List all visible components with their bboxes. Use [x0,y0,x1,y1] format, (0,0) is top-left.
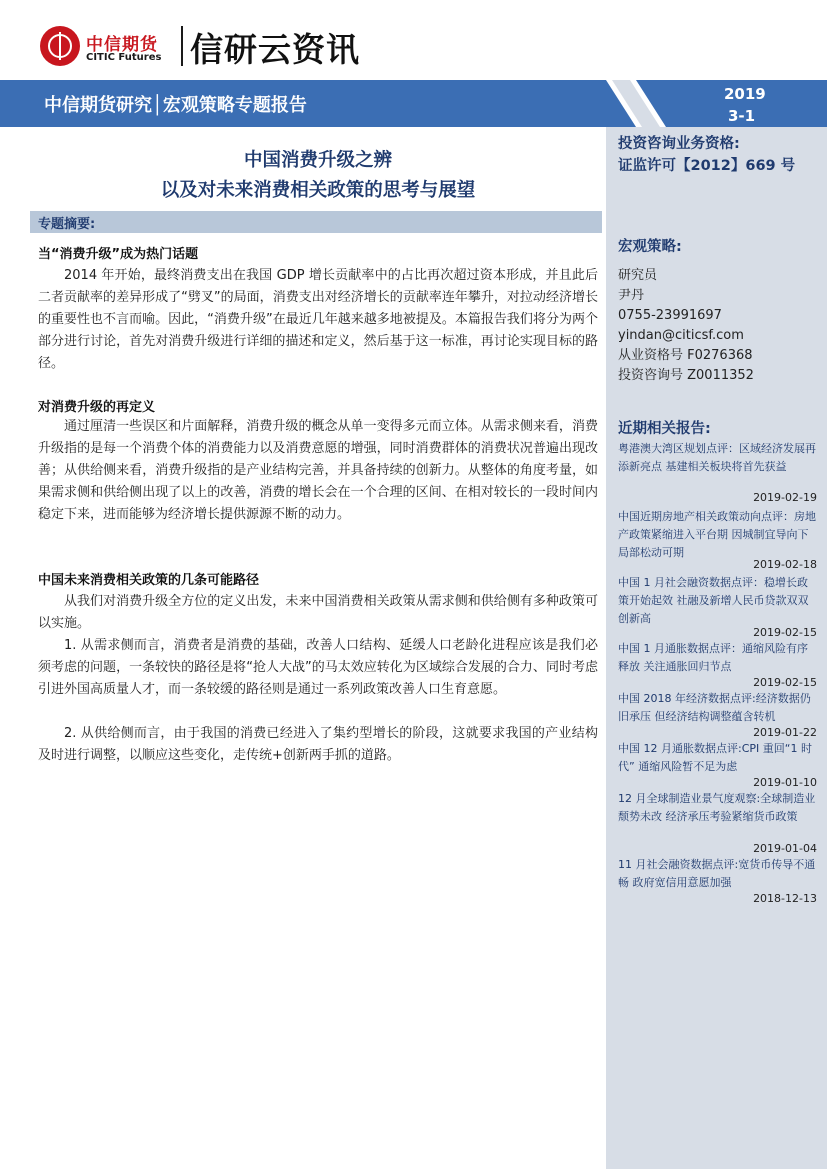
report-title[interactable]: 中国 1 月社会融资数据点评：稳增长政策开始起效 社融及新增人民币贷款双双创新高 [618,576,809,625]
report-title[interactable]: 11 月社会融资数据点评:宽货币传导不通畅 政府宽信用意愿加强 [618,858,816,889]
logo-cn-text: 中信期货 [86,35,158,55]
section-paragraph: 2. 从供给侧而言，由于我国的消费已经进入了集约型增长的阶段，这就要求我国的产业结构及时进行调整，以顺应这些变化，走传统+创新两手抓的道路。 [38,726,598,763]
report-date: 2019-01-10 [753,776,817,789]
section-paragraph: 通过厘清一些误区和片面解释，消费升级的概念从单一变得多元而立体。从需求侧来看，消费升级指的是每一个消费个体的消费能力以及消费意愿的增强，同时消费群体的消费状况普遍出现改善；从供给侧来看，消费升级指的是产业结构完善，并具备持续的创新力。从整体的角度考量，如果需求侧和供给侧出现了以上的改善，消费的增长会在一个合理的区间、在相对较长的一段时间内稳定下来，进而能够为经济增长提供源源不断的动力。 [38,419,598,522]
license-number-2: 投资咨询号 Z0011352 [618,368,754,383]
report-date: 2018-12-13 [753,892,817,905]
macro-block [618,236,682,258]
recent-reports-heading-block [618,418,711,440]
report-title[interactable]: 中国 2018 年经济数据点评:经济数据仍旧承压 但经济结构调整蕴含转机 [618,692,811,723]
report-title-line2: 以及对未来消费相关政策的思考与展望 [160,180,476,201]
section-paragraph: 1. 从需求侧而言，消费者是消费的基础，改善人口结构、延缓人口老龄化进程应该是我们必须考虑的问题，一条较快的路径是将“抢人大战”的马太效应转化为区域综合发展的合力、同时考虑引进外国高质量人才，而一条较缓的路径则是通过一系列政策改善人口生育意愿。 [38,638,598,697]
qualification-heading: 投资咨询业务资格: [618,136,740,152]
report-date: 2019-02-15 [753,676,817,689]
researcher-name: 尹丹 [618,288,645,303]
report-date: 2019-01-04 [753,842,817,855]
recent-reports-heading: 近期相关报告: [618,421,711,437]
researcher-block [618,266,754,386]
report-title-line1: 中国消费升级之辨 [243,150,392,171]
license-number-1: 从业资格号 F0276368 [618,348,753,363]
researcher-phone: 0755-23991697 [618,308,722,323]
report-title[interactable]: 中国近期房地产相关政策动向点评：房地产政策紧缩进入平台期 因城制宜导向下局部松动可期 [618,510,816,559]
macro-heading: 宏观策略: [618,239,682,255]
citic-logo-icon [40,26,80,66]
section-heading: 当“消费升级”成为热门话题 [38,247,199,262]
section-paragraph: 2014 年开始，最终消费支出在我国 GDP 增长贡献率中的占比再次超过资本形成，并且此后二者贡献率的差异形成了“劈叉”的局面，消费支出对经济增长的贡献率连年攀升，对拉动经济增长的重要性也不言而喻。因此，“消费升级”在最近几年越来越多地被提及。本篇报告我们将分为两个部分进行讨论，首先对消费升级进行详细的描述和定义，然后基于这一标准，再讨论实现目标的路径。 [38,268,598,371]
report-date: 2019-02-18 [753,558,817,571]
report-title[interactable]: 粤港澳大湾区规划点评：区域经济发展再添新亮点 基建相关板块将首先获益 [618,442,816,473]
abstract-bar [30,211,602,233]
researcher-role: 研究员 [618,268,658,283]
qualification-license: 证监许可【2012】669 号 [618,158,796,174]
abstract-label: 专题摘要: [38,217,96,232]
logo-divider [181,26,183,66]
report-date: 2019-02-19 [753,491,817,504]
qualification-block [618,133,795,177]
brand-title: 信研云资讯 [190,30,360,69]
section-paragraph: 从我们对消费升级全方位的定义出发，未来中国消费相关政策从需求侧和供给侧有多种政策可以实施。 [38,594,598,631]
banner-title: 中信期货研究│宏观策略专题报告 [44,95,307,116]
report-title[interactable]: 12 月全球制造业景气度观察:全球制造业颓势未改 经济承压考验紧缩货币政策 [618,792,816,823]
report-date: 2019-02-15 [753,626,817,639]
section-heading: 中国未来消费相关政策的几条可能路径 [38,573,260,588]
report-date-year: 2019 [724,85,766,103]
report-date: 2019-01-22 [753,726,817,739]
report-title[interactable]: 中国 1 月通胀数据点评：通缩风险有序释放 关注通胀回归节点 [618,642,808,673]
report-title[interactable]: 中国 12 月通胀数据点评:CPI 重回“1 时代” 通缩风险暂不足为虑 [618,742,812,773]
researcher-email[interactable]: yindan@citicsf.com [618,328,744,343]
section-heading: 对消费升级的再定义 [38,400,156,415]
logo-en-text: CITIC Futures [86,52,162,63]
report-date-month-day: 3-1 [728,107,756,125]
page-header [0,0,827,80]
